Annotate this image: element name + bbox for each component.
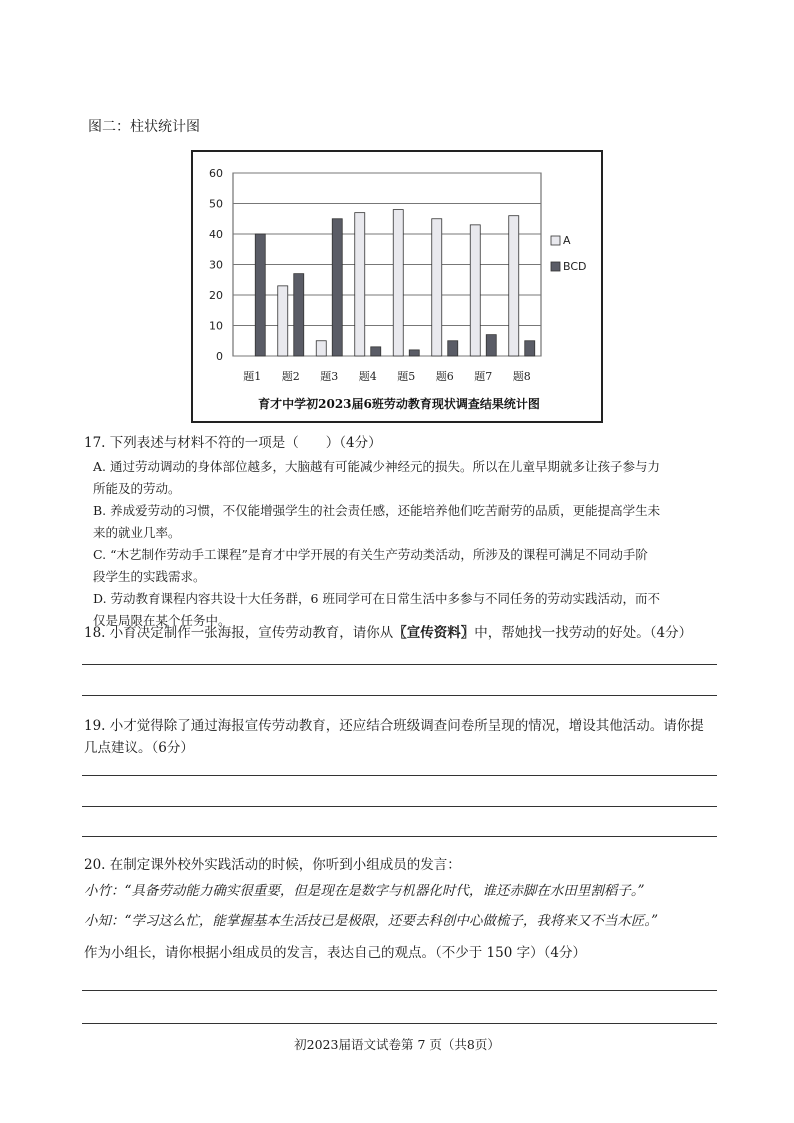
x-tick-label: 题4 (358, 370, 377, 383)
y-tick-label: 0 (216, 350, 223, 363)
legend-entry: A (563, 234, 571, 247)
x-tick-label: 题5 (397, 370, 416, 383)
bar-bcd-1 (255, 234, 265, 356)
bar-bcd-7 (486, 335, 496, 356)
q18-stem-post: 中，帮她找一找劳动的好处。（4分） (474, 625, 693, 641)
figure-label: 图二：柱状统计图 (88, 119, 200, 135)
bar-chart-svg (193, 152, 605, 425)
answer-line[interactable] (82, 806, 717, 807)
q17-option-a-line2: 所能及的劳动。 (93, 481, 181, 496)
answer-line[interactable] (82, 1023, 717, 1024)
x-tick-label: 题6 (435, 370, 454, 383)
y-tick-label: 20 (209, 289, 223, 302)
y-tick-label: 30 (209, 258, 223, 272)
bar-a-6 (432, 219, 442, 356)
y-tick-label: 50 (209, 197, 223, 211)
q18-stem (84, 622, 692, 644)
legend-entry: BCD (563, 260, 587, 273)
q19-stem-line2: 几点建议。（6分） (84, 740, 194, 756)
answer-line[interactable] (82, 695, 717, 696)
x-tick-label: 题3 (320, 370, 339, 383)
chart-title: 育才中学初2023届6班劳动教育现状调查结果统计图 (258, 397, 540, 411)
bar-bcd-8 (525, 341, 535, 356)
answer-line[interactable] (82, 990, 717, 991)
q18-stem-bold: 〖宣传资料〗 (393, 625, 475, 641)
x-tick-label: 题2 (281, 370, 300, 383)
x-tick-label: 题7 (474, 370, 493, 383)
q17-option-d-line2: 仅是局限在某个任务中。 (93, 613, 231, 628)
bar-a-4 (355, 213, 365, 356)
q17-option-b-line1: B. 养成爱劳动的习惯，不仅能增强学生的社会责任感，还能培养他们吃苦耐劳的品质，更能提高学生未 (93, 503, 661, 518)
answer-line[interactable] (82, 664, 717, 665)
q19-stem-line1: 19. 小才觉得除了通过海报宣传劳动教育，还应结合班级调查问卷所呈现的情况，增设其他活动。请你提 (84, 718, 704, 734)
y-tick-label: 40 (209, 228, 223, 241)
q17-option-b-line2: 来的就业几率。 (93, 525, 181, 540)
q17-option-c-line2: 段学生的实践需求。 (93, 569, 206, 584)
y-tick-label: 60 (209, 167, 223, 180)
q20-speech-xiaozhi: 小知：“学习这么忙，能掌握基本生活技已是极限，还要去科创中心做梳子，我将来又不当木匠。” (84, 913, 659, 929)
bar-chart (191, 150, 603, 423)
bar-a-5 (393, 210, 403, 356)
page-footer: 初2023届语文试卷第 7 页（共8页） (294, 1037, 500, 1052)
bar-a-8 (509, 216, 519, 356)
bar-a-2 (278, 286, 288, 356)
q17-option-c-line1: C. “木艺制作劳动手工课程”是育才中学开展的有关生产劳动类活动，所涉及的课程可满足不同动手阶 (93, 547, 648, 562)
bar-bcd-4 (371, 347, 381, 356)
bar-a-3 (316, 341, 326, 356)
q20-intro: 20. 在制定课外校外实践活动的时候，你听到小组成员的发言： (84, 857, 461, 873)
answer-line[interactable] (82, 775, 717, 776)
legend-swatch (551, 236, 560, 245)
bar-a-7 (470, 225, 480, 356)
bar-bcd-6 (448, 341, 458, 356)
x-tick-label: 题1 (243, 370, 262, 383)
q17-stem: 17. 下列表述与材料不符的一项是（ ）（4分） (84, 435, 382, 451)
answer-line[interactable] (82, 836, 717, 837)
legend-swatch (551, 262, 560, 271)
q18-stem-pre: 18. 小育决定制作一张海报，宣传劳动教育，请你从 (84, 625, 394, 641)
y-tick-label: 10 (209, 319, 223, 333)
bar-bcd-2 (294, 274, 304, 356)
q17-option-d-line1: D. 劳动教育课程内容共设十大任务群，6 班同学可在日常生活中多参与不同任务的劳动实践活动，而不 (93, 591, 660, 606)
q20-task: 作为小组长，请你根据小组成员的发言，表达自己的观点。（不少于 150 字）（4分） (84, 945, 586, 961)
bar-bcd-5 (409, 350, 419, 356)
bar-bcd-3 (332, 219, 342, 356)
q20-speech-xiaozhu: 小竹：“具备劳动能力确实很重要，但是现在是数字与机器化时代，谁还赤脚在水田里割稻子。” (84, 883, 645, 899)
x-tick-label: 题8 (512, 370, 531, 383)
q17-option-a-line1: A. 通过劳动调动的身体部位越多，大脑越有可能减少神经元的损失。所以在儿童早期就多让孩子参与力 (93, 459, 660, 474)
